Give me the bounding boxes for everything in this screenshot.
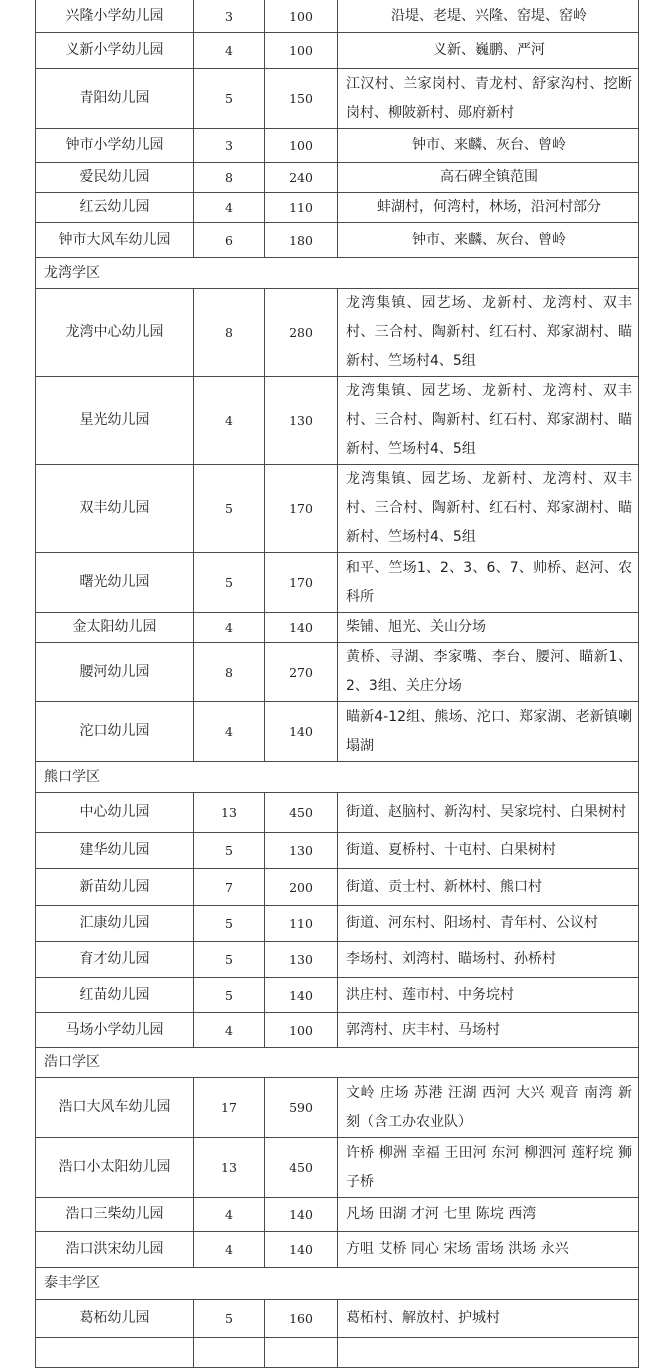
- service-area-cell: 街道、河东村、阳场村、青年村、公议村: [338, 906, 639, 942]
- kindergarten-name-cell: 金太阳幼儿园: [36, 613, 194, 643]
- capacity-cell: 270: [265, 643, 338, 702]
- kindergarten-name-cell: [36, 1338, 194, 1368]
- class-count-cell: 3: [194, 0, 265, 33]
- table-row: [36, 1013, 639, 1048]
- service-area-cell: 许桥 柳洲 幸福 王田河 东河 柳泗河 莲籽垸 狮子桥: [338, 1138, 639, 1198]
- service-area-cell: 葛柘村、解放村、护城村: [338, 1300, 639, 1338]
- capacity-cell: 100: [265, 129, 338, 163]
- service-area-cell: 郭湾村、庆丰村、马场村: [338, 1013, 639, 1048]
- kindergarten-name-cell: 曙光幼儿园: [36, 553, 194, 613]
- class-count-cell: 5: [194, 1300, 265, 1338]
- service-area-cell: 方咀 艾桥 同心 宋场 雷场 洪场 永兴: [338, 1232, 639, 1268]
- service-area-cell: 钟市、来麟、灰台、曾岭: [338, 223, 639, 258]
- kindergarten-name-cell: 爱民幼儿园: [36, 163, 194, 193]
- service-area-cell: 瞄新4-12组、熊场、沱口、郑家湖、老新镇喇塌湖: [338, 702, 639, 762]
- class-count-cell: 7: [194, 869, 265, 906]
- table-row: [36, 833, 639, 869]
- capacity-cell: 170: [265, 553, 338, 613]
- class-count-cell: 5: [194, 833, 265, 869]
- table-row: [36, 1138, 639, 1198]
- service-area-cell: 龙湾集镇、园艺场、龙新村、龙湾村、双丰村、三合村、陶新村、红石村、郑家湖村、瞄新村、竺场村4、5组: [338, 377, 639, 465]
- class-count-cell: 8: [194, 643, 265, 702]
- service-area-cell: 钟市、来麟、灰台、曾岭: [338, 129, 639, 163]
- class-count-cell: 8: [194, 163, 265, 193]
- service-area-cell: [338, 1338, 639, 1368]
- class-count-cell: 5: [194, 906, 265, 942]
- capacity-cell: 130: [265, 942, 338, 978]
- table-row: [36, 906, 639, 942]
- kindergarten-name-cell: 钟市大风车幼儿园: [36, 223, 194, 258]
- service-area-cell: 街道、贡士村、新林村、熊口村: [338, 869, 639, 906]
- table-row: [36, 793, 639, 833]
- class-count-cell: 4: [194, 1013, 265, 1048]
- capacity-cell: 240: [265, 163, 338, 193]
- service-area-cell: 龙湾集镇、园艺场、龙新村、龙湾村、双丰村、三合村、陶新村、红石村、郑家湖村、瞄新村、竺场村4、5组: [338, 289, 639, 377]
- kindergarten-name-cell: 星光幼儿园: [36, 377, 194, 465]
- capacity-cell: 450: [265, 1138, 338, 1198]
- kindergarten-name-cell: 红苗幼儿园: [36, 978, 194, 1013]
- kindergarten-name-cell: 浩口大风车幼儿园: [36, 1078, 194, 1138]
- service-area-cell: 街道、夏桥村、十屯村、白果树村: [338, 833, 639, 869]
- table-row: [36, 163, 639, 193]
- class-count-cell: 5: [194, 978, 265, 1013]
- class-count-cell: 4: [194, 702, 265, 762]
- table-body: [36, 0, 639, 1368]
- kindergarten-name-cell: 义新小学幼儿园: [36, 33, 194, 69]
- class-count-cell: 5: [194, 69, 265, 129]
- section-label: 龙湾学区: [36, 258, 639, 289]
- class-count-cell: 4: [194, 33, 265, 69]
- table-row: [36, 289, 639, 377]
- capacity-cell: 150: [265, 69, 338, 129]
- class-count-cell: 4: [194, 1232, 265, 1268]
- table-row: [36, 553, 639, 613]
- kindergarten-name-cell: 马场小学幼儿园: [36, 1013, 194, 1048]
- section-row: [36, 258, 639, 289]
- table-row: [36, 702, 639, 762]
- capacity-cell: 280: [265, 289, 338, 377]
- table-row: [36, 1078, 639, 1138]
- capacity-cell: 160: [265, 1300, 338, 1338]
- capacity-cell: 100: [265, 1013, 338, 1048]
- kindergarten-name-cell: 青阳幼儿园: [36, 69, 194, 129]
- service-area-cell: 洪庄村、莲市村、中务垸村: [338, 978, 639, 1013]
- class-count-cell: 4: [194, 377, 265, 465]
- capacity-cell: 110: [265, 906, 338, 942]
- service-area-cell: 凡场 田湖 才河 七里 陈垸 西湾: [338, 1198, 639, 1232]
- class-count-cell: 3: [194, 129, 265, 163]
- table-row: [36, 1198, 639, 1232]
- table-row: [36, 1338, 639, 1368]
- kindergarten-name-cell: 腰河幼儿园: [36, 643, 194, 702]
- class-count-cell: 8: [194, 289, 265, 377]
- kindergarten-name-cell: 龙湾中心幼儿园: [36, 289, 194, 377]
- kindergarten-name-cell: 葛柘幼儿园: [36, 1300, 194, 1338]
- section-row: [36, 1268, 639, 1300]
- capacity-cell: 130: [265, 833, 338, 869]
- kindergarten-name-cell: 浩口三柴幼儿园: [36, 1198, 194, 1232]
- kindergarten-name-cell: 育才幼儿园: [36, 942, 194, 978]
- capacity-cell: 450: [265, 793, 338, 833]
- class-count-cell: 13: [194, 1138, 265, 1198]
- table-row: [36, 193, 639, 223]
- class-count-cell: 4: [194, 1198, 265, 1232]
- capacity-cell: 590: [265, 1078, 338, 1138]
- class-count-cell: 17: [194, 1078, 265, 1138]
- kindergarten-name-cell: 沱口幼儿园: [36, 702, 194, 762]
- class-count-cell: 5: [194, 553, 265, 613]
- kindergarten-name-cell: 双丰幼儿园: [36, 465, 194, 553]
- kindergarten-name-cell: 新苗幼儿园: [36, 869, 194, 906]
- class-count-cell: 5: [194, 465, 265, 553]
- table-row: [36, 129, 639, 163]
- kindergarten-name-cell: 浩口小太阳幼儿园: [36, 1138, 194, 1198]
- table-row: [36, 1232, 639, 1268]
- table-row: [36, 613, 639, 643]
- class-count-cell: 5: [194, 942, 265, 978]
- table-row: [36, 942, 639, 978]
- service-area-cell: 和平、竺场1、2、3、6、7、帅桥、赵河、农科所: [338, 553, 639, 613]
- capacity-cell: 100: [265, 0, 338, 33]
- service-area-cell: 黄桥、寻湖、李家嘴、李台、腰河、瞄新1、2、3组、关庄分场: [338, 643, 639, 702]
- capacity-cell: 100: [265, 33, 338, 69]
- capacity-cell: 180: [265, 223, 338, 258]
- capacity-cell: 140: [265, 702, 338, 762]
- section-label: 熊口学区: [36, 762, 639, 793]
- table-row: [36, 69, 639, 129]
- section-label: 浩口学区: [36, 1048, 639, 1078]
- service-area-cell: 高石碑全镇范围: [338, 163, 639, 193]
- table-row: [36, 223, 639, 258]
- capacity-cell: 130: [265, 377, 338, 465]
- service-area-cell: 文岭 庄场 苏港 汪湖 西河 大兴 观音 南湾 新刻（含工办农业队）: [338, 1078, 639, 1138]
- class-count-cell: 4: [194, 193, 265, 223]
- class-count-cell: 4: [194, 613, 265, 643]
- service-area-cell: 龙湾集镇、园艺场、龙新村、龙湾村、双丰村、三合村、陶新村、红石村、郑家湖村、瞄新村、竺场村4、5组: [338, 465, 639, 553]
- table-row: [36, 978, 639, 1013]
- class-count-cell: [194, 1338, 265, 1368]
- service-area-cell: 沿堤、老堤、兴隆、窑堤、窑岭: [338, 0, 639, 33]
- kindergarten-name-cell: 浩口洪宋幼儿园: [36, 1232, 194, 1268]
- capacity-cell: 140: [265, 613, 338, 643]
- section-row: [36, 1048, 639, 1078]
- service-area-cell: 柴铺、旭光、关山分场: [338, 613, 639, 643]
- class-count-cell: 13: [194, 793, 265, 833]
- table-row: [36, 377, 639, 465]
- table-row: [36, 465, 639, 553]
- service-area-cell: 江汉村、兰家岗村、青龙村、舒家沟村、挖断岗村、柳陂新村、郧府新村: [338, 69, 639, 129]
- table-row: [36, 33, 639, 69]
- table-row: [36, 0, 639, 33]
- capacity-cell: 140: [265, 978, 338, 1013]
- table-row: [36, 869, 639, 906]
- section-row: [36, 762, 639, 793]
- capacity-cell: 140: [265, 1232, 338, 1268]
- kindergarten-name-cell: 红云幼儿园: [36, 193, 194, 223]
- service-area-cell: 蚌湖村，何湾村，林场，沿河村部分: [338, 193, 639, 223]
- kindergarten-name-cell: 兴隆小学幼儿园: [36, 0, 194, 33]
- service-area-cell: 街道、赵脑村、新沟村、吴家垸村、白果树村: [338, 793, 639, 833]
- kindergarten-name-cell: 建华幼儿园: [36, 833, 194, 869]
- class-count-cell: 6: [194, 223, 265, 258]
- kindergarten-name-cell: 汇康幼儿园: [36, 906, 194, 942]
- capacity-cell: 200: [265, 869, 338, 906]
- capacity-cell: 110: [265, 193, 338, 223]
- table-row: [36, 1300, 639, 1338]
- kindergarten-name-cell: 钟市小学幼儿园: [36, 129, 194, 163]
- kindergarten-table: [35, 0, 639, 1368]
- service-area-cell: 义新、巍鹏、严河: [338, 33, 639, 69]
- service-area-cell: 李场村、刘湾村、瞄场村、孙桥村: [338, 942, 639, 978]
- capacity-cell: 170: [265, 465, 338, 553]
- capacity-cell: 140: [265, 1198, 338, 1232]
- section-label: 泰丰学区: [36, 1268, 639, 1300]
- kindergarten-name-cell: 中心幼儿园: [36, 793, 194, 833]
- table-row: [36, 643, 639, 702]
- capacity-cell: [265, 1338, 338, 1368]
